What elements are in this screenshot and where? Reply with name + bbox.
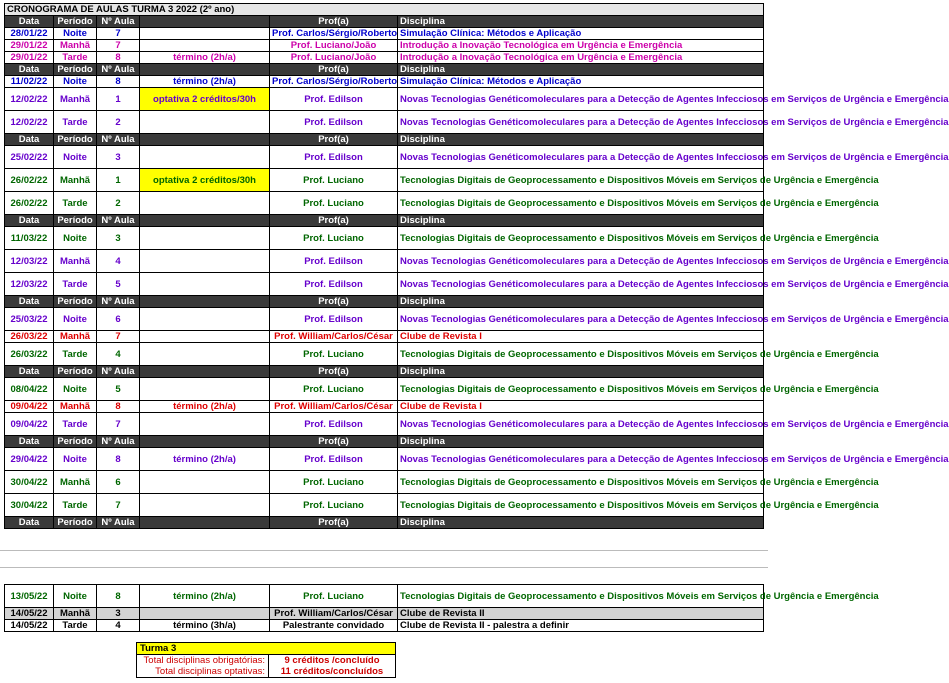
row-class-number: 2: [97, 111, 140, 134]
row-period: Manhã: [54, 331, 97, 343]
row-date: 11/03/22: [5, 227, 54, 250]
row-note: [140, 331, 270, 343]
row-period: Noite: [54, 448, 97, 471]
section-header-row: [5, 215, 764, 227]
summary-optional-value: 11 créditos/concluídos: [269, 666, 396, 678]
row-date: 26/02/22: [5, 192, 54, 215]
table-row: [5, 52, 764, 64]
row-note: [140, 308, 270, 331]
col-header-discipline: Disciplina: [398, 215, 764, 227]
summary-title: Turma 3: [137, 643, 396, 655]
row-class-number: 1: [97, 88, 140, 111]
optional-credits-badge: optativa 2 créditos/30h: [140, 88, 270, 111]
row-note: término (3h/a): [140, 620, 270, 632]
row-discipline: Tecnologias Digitais de Geoprocessamento e Dispositivos Móveis em Serviços de Urgência e Emergência: [398, 494, 764, 517]
row-discipline: Tecnologias Digitais de Geoprocessamento e Dispositivos Móveis em Serviços de Urgência e Emergência: [398, 585, 764, 608]
table-row: [5, 494, 764, 517]
col-header-class-number: Nº Aula: [97, 517, 140, 529]
row-class-number: 4: [97, 343, 140, 366]
row-professor: Prof. Carlos/Sérgio/Roberto: [270, 76, 398, 88]
col-header-note: [140, 64, 270, 76]
col-header-period: Período: [54, 64, 97, 76]
schedule-title: CRONOGRAMA DE AULAS TURMA 3 2022 (2º ano): [5, 4, 764, 16]
row-period: Manhã: [54, 608, 97, 620]
summary-box: [136, 642, 396, 678]
row-period: Tarde: [54, 343, 97, 366]
row-discipline: Novas Tecnologias Genéticomoleculares para a Detecção de Agentes Infecciosos em Serviços de Urgência e Emergência: [398, 146, 764, 169]
row-discipline: Clube de Revista I: [398, 401, 764, 413]
row-discipline: Simulação Clínica: Métodos e Aplicação: [398, 76, 764, 88]
row-date: 25/02/22: [5, 146, 54, 169]
row-period: Manhã: [54, 40, 97, 52]
row-period: Manhã: [54, 250, 97, 273]
col-header-note: [140, 16, 270, 28]
optional-credits-badge: optativa 2 créditos/30h: [140, 169, 270, 192]
col-header-note: [140, 296, 270, 308]
row-period: Tarde: [54, 494, 97, 517]
row-class-number: 4: [97, 250, 140, 273]
col-header-class-number: Nº Aula: [97, 296, 140, 308]
table-row: [5, 378, 764, 401]
row-date: 29/04/22: [5, 448, 54, 471]
col-header-note: [140, 215, 270, 227]
table-row: [5, 413, 764, 436]
row-period: Noite: [54, 378, 97, 401]
row-date: 25/03/22: [5, 308, 54, 331]
row-professor: Prof. Edilson: [270, 308, 398, 331]
table-row: [5, 76, 764, 88]
col-header-period: Período: [54, 366, 97, 378]
table-row: [5, 585, 764, 608]
section-header-row: [5, 366, 764, 378]
table-row: [5, 331, 764, 343]
row-note: [140, 111, 270, 134]
row-discipline: Tecnologias Digitais de Geoprocessamento e Dispositivos Móveis em Serviços de Urgência e Emergência: [398, 378, 764, 401]
row-discipline: Novas Tecnologias Genéticomoleculares para a Detecção de Agentes Infecciosos em Serviços de Urgência e Emergência: [398, 88, 764, 111]
table-row: [5, 146, 764, 169]
row-professor: Prof. Luciano: [270, 343, 398, 366]
col-header-date: Data: [5, 134, 54, 146]
table-row: [5, 448, 764, 471]
row-class-number: 7: [97, 40, 140, 52]
row-period: Manhã: [54, 401, 97, 413]
row-class-number: 7: [97, 331, 140, 343]
row-period: Noite: [54, 308, 97, 331]
col-header-professor: Prof(a): [270, 134, 398, 146]
col-header-class-number: Nº Aula: [97, 134, 140, 146]
col-header-professor: Prof(a): [270, 16, 398, 28]
row-discipline: Novas Tecnologias Genéticomoleculares para a Detecção de Agentes Infecciosos em Serviços de Urgência e Emergência: [398, 273, 764, 296]
row-class-number: 7: [97, 413, 140, 436]
row-date: 30/04/22: [5, 494, 54, 517]
row-note: [140, 146, 270, 169]
row-note: término (2h/a): [140, 585, 270, 608]
row-date: 13/05/22: [5, 585, 54, 608]
row-date: 08/04/22: [5, 378, 54, 401]
row-date: 26/02/22: [5, 169, 54, 192]
col-header-date: Data: [5, 366, 54, 378]
row-period: Noite: [54, 28, 97, 40]
row-date: 14/05/22: [5, 608, 54, 620]
row-professor: Prof. Edilson: [270, 273, 398, 296]
row-class-number: 6: [97, 308, 140, 331]
schedule-table: [4, 3, 949, 529]
row-note: [140, 40, 270, 52]
table-row: [5, 620, 764, 632]
summary-optional-label: Total disciplinas optativas:: [137, 666, 269, 678]
row-discipline: Clube de Revista II - palestra a definir: [398, 620, 764, 632]
row-date: 12/02/22: [5, 111, 54, 134]
col-header-discipline: Disciplina: [398, 64, 764, 76]
row-class-number: 8: [97, 52, 140, 64]
row-professor: Prof. William/Carlos/César: [270, 608, 398, 620]
row-date: 12/03/22: [5, 250, 54, 273]
schedule-table-continued: [4, 584, 879, 632]
row-period: Noite: [54, 146, 97, 169]
row-professor: Prof. Edilson: [270, 413, 398, 436]
row-date: 14/05/22: [5, 620, 54, 632]
row-class-number: 6: [97, 471, 140, 494]
col-header-class-number: Nº Aula: [97, 366, 140, 378]
col-header-class-number: Nº Aula: [97, 436, 140, 448]
col-header-period: Período: [54, 215, 97, 227]
row-note: [140, 413, 270, 436]
table-row: [5, 88, 764, 111]
col-header-discipline: Disciplina: [398, 296, 764, 308]
row-discipline: Tecnologias Digitais de Geoprocessamento e Dispositivos Móveis em Serviços de Urgência e Emergência: [398, 192, 764, 215]
summary-mandatory-value: 9 créditos /concluído: [269, 655, 396, 667]
row-note: término (2h/a): [140, 52, 270, 64]
row-period: Manhã: [54, 169, 97, 192]
row-period: Tarde: [54, 192, 97, 215]
col-header-date: Data: [5, 64, 54, 76]
col-header-period: Período: [54, 296, 97, 308]
col-header-professor: Prof(a): [270, 296, 398, 308]
row-period: Tarde: [54, 273, 97, 296]
row-class-number: 7: [97, 28, 140, 40]
col-header-discipline: Disciplina: [398, 436, 764, 448]
section-header-row: [5, 134, 764, 146]
col-header-note: [140, 134, 270, 146]
row-discipline: Introdução a Inovação Tecnológica em Urgência e Emergência: [398, 40, 764, 52]
row-note: término (2h/a): [140, 76, 270, 88]
row-discipline: Novas Tecnologias Genéticomoleculares para a Detecção de Agentes Infecciosos em Serviços de Urgência e Emergência: [398, 448, 764, 471]
row-note: [140, 378, 270, 401]
col-header-discipline: Disciplina: [398, 16, 764, 28]
row-period: Noite: [54, 76, 97, 88]
row-professor: Prof. Luciano: [270, 585, 398, 608]
row-note: [140, 250, 270, 273]
row-note: [140, 192, 270, 215]
table-row: [5, 227, 764, 250]
row-class-number: 4: [97, 620, 140, 632]
row-discipline: Simulação Clínica: Métodos e Aplicação: [398, 28, 764, 40]
row-class-number: 8: [97, 585, 140, 608]
col-header-date: Data: [5, 215, 54, 227]
row-professor: Palestrante convidado: [270, 620, 398, 632]
table-row: [5, 273, 764, 296]
row-class-number: 3: [97, 227, 140, 250]
row-discipline: Novas Tecnologias Genéticomoleculares para a Detecção de Agentes Infecciosos em Serviços de Urgência e Emergência: [398, 111, 764, 134]
col-header-class-number: Nº Aula: [97, 64, 140, 76]
row-professor: Prof. Luciano: [270, 192, 398, 215]
col-header-period: Período: [54, 134, 97, 146]
row-date: 26/03/22: [5, 331, 54, 343]
row-class-number: 7: [97, 494, 140, 517]
row-period: Noite: [54, 227, 97, 250]
row-professor: Prof. Luciano/João: [270, 52, 398, 64]
section-header-row: [5, 517, 764, 529]
row-discipline: Novas Tecnologias Genéticomoleculares para a Detecção de Agentes Infecciosos em Serviços de Urgência e Emergência: [398, 413, 764, 436]
col-header-date: Data: [5, 517, 54, 529]
col-header-period: Período: [54, 436, 97, 448]
table-row: [5, 192, 764, 215]
summary-mandatory-label: Total disciplinas obrigatórias:: [137, 655, 269, 667]
col-header-professor: Prof(a): [270, 517, 398, 529]
col-header-period: Período: [54, 16, 97, 28]
row-discipline: Clube de Revista II: [398, 608, 764, 620]
table-row: [5, 40, 764, 52]
row-professor: Prof. Carlos/Sérgio/Roberto: [270, 28, 398, 40]
table-row: [5, 343, 764, 366]
row-discipline: Tecnologias Digitais de Geoprocessamento e Dispositivos Móveis em Serviços de Urgência e Emergência: [398, 471, 764, 494]
col-header-professor: Prof(a): [270, 215, 398, 227]
table-row: [5, 471, 764, 494]
row-period: Tarde: [54, 111, 97, 134]
row-professor: Prof. Edilson: [270, 146, 398, 169]
row-professor: Prof. Luciano/João: [270, 40, 398, 52]
page-break-divider: [0, 567, 768, 568]
row-period: Manhã: [54, 471, 97, 494]
col-header-note: [140, 436, 270, 448]
row-discipline: Clube de Revista I: [398, 331, 764, 343]
col-header-professor: Prof(a): [270, 64, 398, 76]
row-date: 09/04/22: [5, 413, 54, 436]
table-row: [5, 169, 764, 192]
row-note: término (2h/a): [140, 448, 270, 471]
row-professor: Prof. Edilson: [270, 250, 398, 273]
row-date: 26/03/22: [5, 343, 54, 366]
row-class-number: 5: [97, 378, 140, 401]
row-class-number: 2: [97, 192, 140, 215]
col-header-note: [140, 517, 270, 529]
col-header-professor: Prof(a): [270, 436, 398, 448]
row-discipline: Tecnologias Digitais de Geoprocessamento e Dispositivos Móveis em Serviços de Urgência e Emergência: [398, 227, 764, 250]
table-row: [5, 250, 764, 273]
row-professor: Prof. Luciano: [270, 494, 398, 517]
row-note: [140, 471, 270, 494]
row-date: 12/02/22: [5, 88, 54, 111]
row-period: Noite: [54, 585, 97, 608]
row-class-number: 3: [97, 608, 140, 620]
row-period: Tarde: [54, 620, 97, 632]
col-header-discipline: Disciplina: [398, 134, 764, 146]
row-discipline: Novas Tecnologias Genéticomoleculares para a Detecção de Agentes Infecciosos em Serviços de Urgência e Emergência: [398, 308, 764, 331]
row-class-number: 8: [97, 401, 140, 413]
table-row: [5, 28, 764, 40]
table-row: [5, 111, 764, 134]
row-professor: Prof. William/Carlos/César: [270, 331, 398, 343]
row-professor: Prof. Edilson: [270, 111, 398, 134]
col-header-professor: Prof(a): [270, 366, 398, 378]
row-discipline: Tecnologias Digitais de Geoprocessamento e Dispositivos Móveis em Serviços de Urgência e Emergência: [398, 343, 764, 366]
page-break-divider: [0, 550, 768, 551]
col-header-note: [140, 366, 270, 378]
row-period: Tarde: [54, 52, 97, 64]
row-date: 30/04/22: [5, 471, 54, 494]
row-class-number: 8: [97, 448, 140, 471]
row-discipline: Novas Tecnologias Genéticomoleculares para a Detecção de Agentes Infecciosos em Serviços de Urgência e Emergência: [398, 250, 764, 273]
col-header-discipline: Disciplina: [398, 517, 764, 529]
row-class-number: 8: [97, 76, 140, 88]
row-note: [140, 28, 270, 40]
row-discipline: Tecnologias Digitais de Geoprocessamento e Dispositivos Móveis em Serviços de Urgência e Emergência: [398, 169, 764, 192]
col-header-discipline: Disciplina: [398, 366, 764, 378]
row-note: [140, 494, 270, 517]
row-note: término (2h/a): [140, 401, 270, 413]
section-header-row: [5, 64, 764, 76]
row-date: 29/01/22: [5, 52, 54, 64]
row-date: 12/03/22: [5, 273, 54, 296]
row-date: 28/01/22: [5, 28, 54, 40]
table-row: [5, 608, 764, 620]
col-header-date: Data: [5, 436, 54, 448]
section-header-row: [5, 296, 764, 308]
row-professor: Prof. Luciano: [270, 227, 398, 250]
row-professor: Prof. Luciano: [270, 378, 398, 401]
section-header-row: [5, 436, 764, 448]
col-header-date: Data: [5, 16, 54, 28]
row-professor: Prof. Luciano: [270, 169, 398, 192]
row-professor: Prof. Edilson: [270, 88, 398, 111]
row-class-number: 3: [97, 146, 140, 169]
row-note: [140, 227, 270, 250]
row-date: 11/02/22: [5, 76, 54, 88]
row-note: [140, 343, 270, 366]
table-row: [5, 308, 764, 331]
row-class-number: 5: [97, 273, 140, 296]
row-professor: Prof. William/Carlos/César: [270, 401, 398, 413]
row-date: 29/01/22: [5, 40, 54, 52]
row-period: Tarde: [54, 413, 97, 436]
row-professor: Prof. Edilson: [270, 448, 398, 471]
row-period: Manhã: [54, 88, 97, 111]
row-discipline: Introdução a Inovação Tecnológica em Urgência e Emergência: [398, 52, 764, 64]
row-date: 09/04/22: [5, 401, 54, 413]
table-row: [5, 401, 764, 413]
col-header-period: Período: [54, 517, 97, 529]
row-note: [140, 273, 270, 296]
col-header-class-number: Nº Aula: [97, 16, 140, 28]
row-professor: Prof. Luciano: [270, 471, 398, 494]
row-class-number: 1: [97, 169, 140, 192]
col-header-class-number: Nº Aula: [97, 215, 140, 227]
row-note: [140, 608, 270, 620]
col-header-date: Data: [5, 296, 54, 308]
